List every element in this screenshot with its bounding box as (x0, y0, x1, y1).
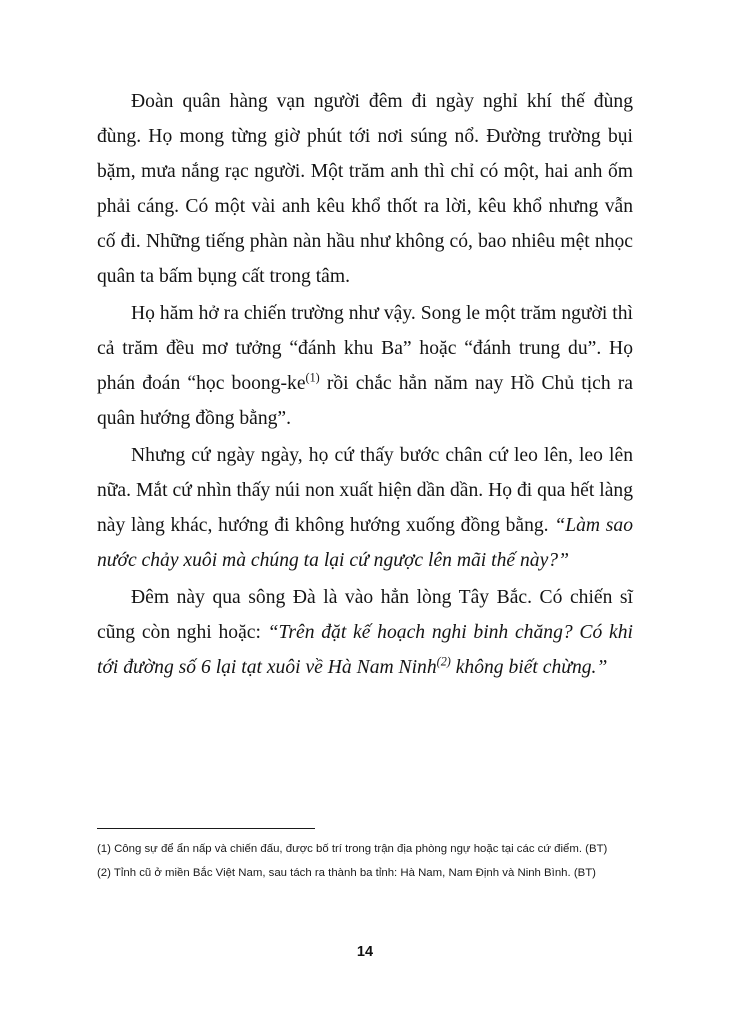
paragraph-text: Nhưng cứ ngày ngày, họ cứ thấy bước chân cứ leo lên, leo lên nữa. Mắt cứ nhìn thấy núi non xuất hiện dần dần. Họ đi qua hết làng này làng khác, hướng đi không hướng xuống đồng bằng. (97, 445, 633, 536)
paragraph-text: Đoàn quân hàng vạn người đêm đi ngày nghỉ khí thế đùng đùng. Họ mong từng giờ phút tới nơi súng nổ. Đường trường bụi bặm, mưa nắng rạc người. Một trăm anh thì chỉ có một, hai anh ốm phải cáng. Có một vài anh kêu khổ thốt ra lời, kêu khổ nhưng vẫn cố đi. Những tiếng phàn nàn hầu như không có, bao nhiêu mệt nhọc quân ta bấm bụng cất trong tâm. (97, 91, 633, 287)
footnote-item: (2) Tỉnh cũ ở miền Bắc Việt Nam, sau tách ra thành ba tỉnh: Hà Nam, Nam Định và Ninh Bình. (BT) (97, 867, 596, 879)
body-paragraph-2 (97, 296, 633, 436)
paragraph-text: Họ hăm hở ra chiến trường như vậy. Song le một trăm người thì cả trăm đều mơ tưởng “đánh khu Ba” hoặc “đánh trung du”. Họ phán đoán “học boong-ke (97, 303, 633, 394)
footnote-item: (1) Công sự để ẩn nấp và chiến đấu, được bố trí trong trận địa phòng ngự hoặc tại các cứ điểm. (BT) (97, 843, 608, 855)
footnote-marker-1: (1) (305, 370, 320, 385)
paragraph-text: Đêm này qua sông Đà là vào hẳn lòng Tây Bắc. Có chiến sĩ cũng còn nghi hoặc: (97, 587, 633, 643)
page-body (97, 84, 633, 687)
footnotes-section (97, 828, 633, 888)
page-number: 14 (356, 944, 374, 960)
paragraph-quote: “Làm sao nước chảy xuôi mà chúng ta lại cứ ngược lên mãi thế này?” (97, 515, 633, 571)
paragraph-quote: “Trên đặt kế hoạch nghi binh chăng? Có khi tới đường số 6 lại tạt xuôi về Hà Nam Ninh (97, 622, 633, 678)
body-paragraph-3 (97, 438, 633, 578)
paragraph-text-cont: rồi chắc hẳn năm nay Hồ Chủ tịch ra quân hướng đồng bằng”. (97, 373, 633, 429)
body-paragraph-4 (97, 580, 633, 685)
paragraph-quote-cont: không biết chừng.” (450, 657, 608, 678)
body-paragraph-1 (97, 84, 633, 294)
footnote-separator-rule (97, 828, 315, 829)
footnote-marker-2: (2) (436, 654, 451, 669)
